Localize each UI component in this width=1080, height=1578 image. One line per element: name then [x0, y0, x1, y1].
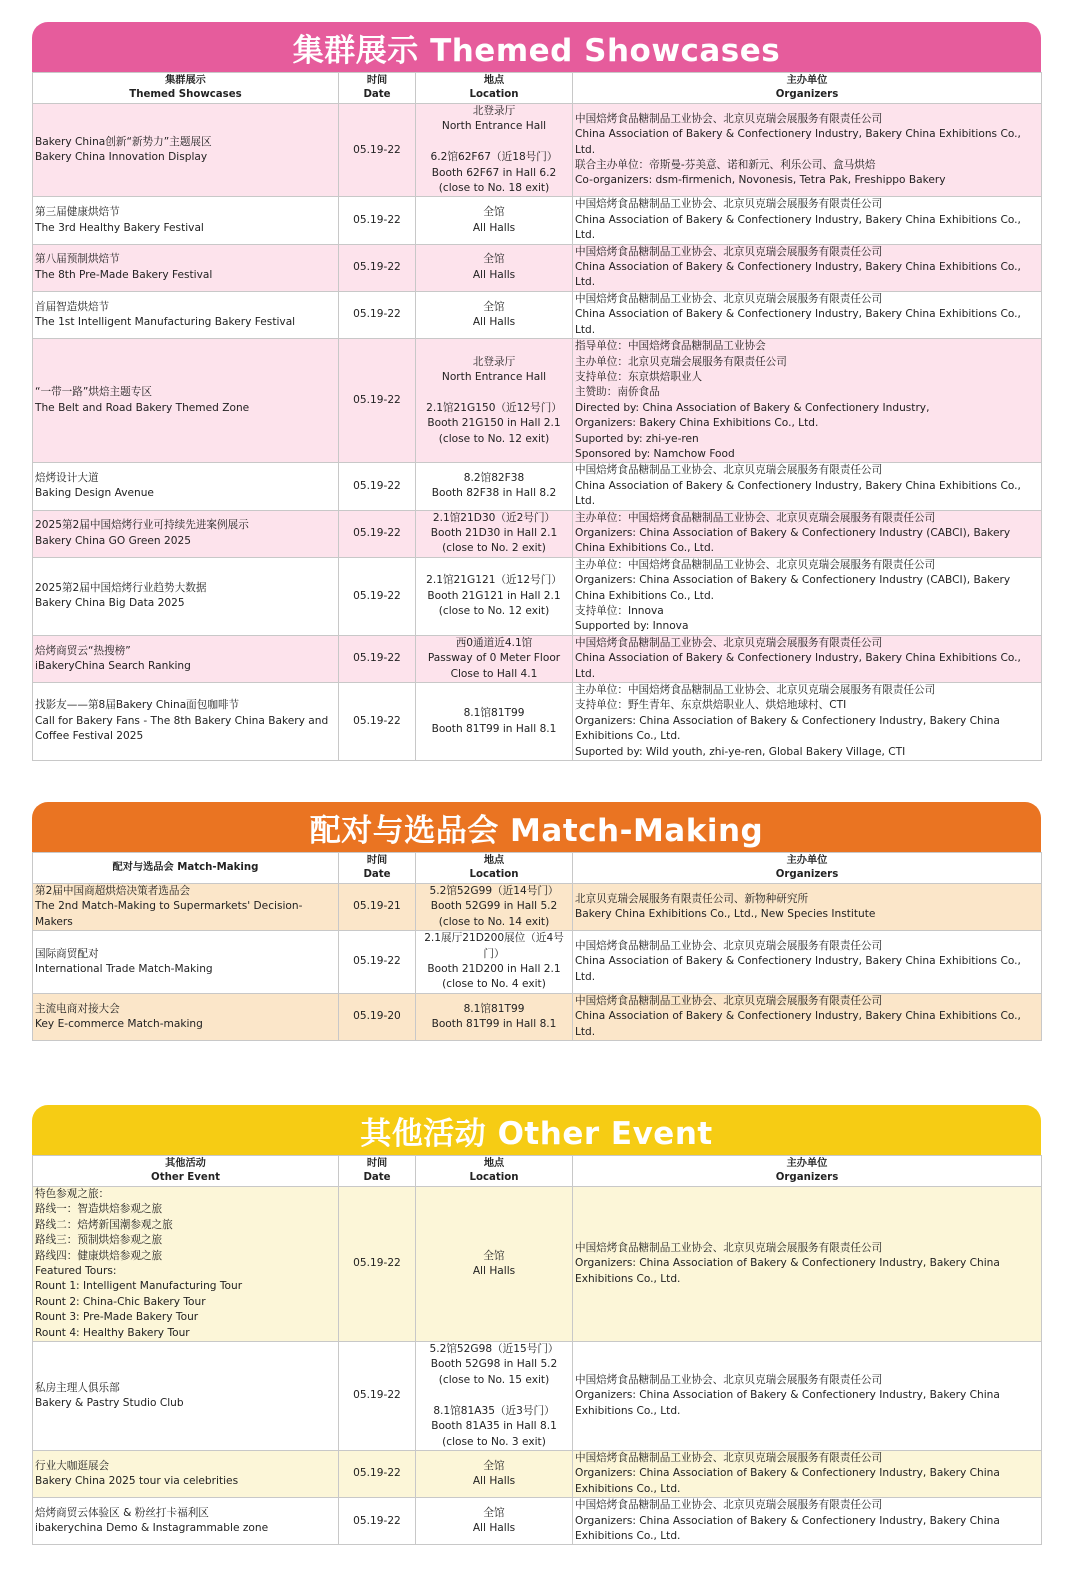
header-name-cn: 配对与选品会 Match-Making [112, 862, 259, 873]
event-name-cell: 焙烤商贸云“热搜榜” iBakeryChina Search Ranking [33, 635, 339, 682]
event-organizers-cell: 指导单位：中国焙烤食品糖制品工业协会 主办单位：北京贝克瑞会展服务有限责任公司 支持单位：东京烘焙职业人 主赞助：南侨食品 Directed by: China Association of Bakery & Confectionery Industry, Organizers: Bakery China Exhibitions Co., Ltd. Suported by: zhi-ye-ren Sponsored by: Namchow Food [573, 339, 1042, 463]
match-making-section [32, 802, 1041, 1041]
event-organizers-cell: 中国焙烤食品糖制品工业协会、北京贝克瑞会展服务有限责任公司 Organizers: China Association of Bakery & Confectionery Industry, Bakery China Exhibitions Co., Ltd. [573, 1450, 1042, 1497]
event-location-cell: 北登录厅 North Entrance Hall 6.2馆62F67（近18号门） Booth 62F67 in Hall 6.2 (close to No. 18 exit) [416, 104, 573, 197]
event-name-cell: “一带一路”烘焙主题专区 The Belt and Road Bakery Themed Zone [33, 339, 339, 463]
table-row [33, 557, 1042, 635]
section-banner: 集群展示 Themed Showcases [32, 22, 1041, 72]
event-organizers-cell: 中国焙烤食品糖制品工业协会、北京贝克瑞会展服务有限责任公司 China Association of Bakery & Confectionery Industry, Bakery China Exhibitions Co., Ltd. [573, 931, 1042, 994]
event-organizers-cell: 中国焙烤食品糖制品工业协会、北京贝克瑞会展服务有限责任公司 China Association of Bakery & Confectionery Industry, Bakery China Exhibitions Co., Ltd. [573, 635, 1042, 682]
event-organizers-cell: 中国焙烤食品糖制品工业协会、北京贝克瑞会展服务有限责任公司 China Association of Bakery & Confectionery Industry, Bakery China Exhibitions Co., Ltd. [573, 993, 1042, 1040]
header-date [339, 1156, 416, 1187]
header-name [33, 1156, 339, 1187]
table-row [33, 291, 1042, 338]
event-date-cell: 05.19-22 [339, 244, 416, 291]
event-date-cell: 05.19-22 [339, 683, 416, 761]
event-organizers-cell: 主办单位：中国焙烤食品糖制品工业协会、北京贝克瑞会展服务有限责任公司 Organizers: China Association of Bakery & Confectionery Industry (CABCI), Bakery China Exhibitions Co., Ltd. 支持单位：Innova Supported by: Innova [573, 557, 1042, 635]
event-date-cell: 05.19-22 [339, 463, 416, 510]
event-organizers-cell: 中国焙烤食品糖制品工业协会、北京贝克瑞会展服务有限责任公司 China Association of Bakery & Confectionery Industry, Bakery China Exhibitions Co., Ltd. 联合主办单位：帝斯曼-芬美意、诺和新元、利乐公司、盒马烘焙 Co-organizers: dsm-firmenich, Novonesis, Tetra Pak, Freshippo Bakery [573, 104, 1042, 197]
event-location-cell: 全馆 All Halls [416, 1187, 573, 1342]
table-row [33, 931, 1042, 994]
event-location-cell: 2.1馆21D30（近2号门） Booth 21D30 in Hall 2.1 (close to No. 2 exit) [416, 510, 573, 557]
header-loc-cn: 地点 [483, 75, 505, 86]
header-organizers [573, 73, 1042, 104]
header-org-en: Organizers [775, 89, 839, 100]
table-row [33, 1498, 1042, 1545]
event-date-cell: 05.19-22 [339, 1187, 416, 1342]
section-banner: 其他活动 Other Event [32, 1105, 1041, 1155]
event-name-cell: 第三届健康烘焙节 The 3rd Healthy Bakery Festival [33, 197, 339, 244]
event-organizers-cell: 主办单位：中国焙烤食品糖制品工业协会、北京贝克瑞会展服务有限责任公司 Organizers: China Association of Bakery & Confectionery Industry (CABCI), Bakery China Exhibitions Co., Ltd. [573, 510, 1042, 557]
event-location-cell: 8.1馆81T99 Booth 81T99 in Hall 8.1 [416, 993, 573, 1040]
table-row [33, 1450, 1042, 1497]
header-loc-cn: 地点 [483, 1158, 505, 1169]
event-organizers-cell: 中国焙烤食品糖制品工业协会、北京贝克瑞会展服务有限责任公司 China Association of Bakery & Confectionery Industry, Bakery China Exhibitions Co., Ltd. [573, 463, 1042, 510]
header-org-cn: 主办单位 [786, 855, 828, 866]
header-name [33, 73, 339, 104]
header-org-en: Organizers [775, 1172, 839, 1183]
header-organizers [573, 1156, 1042, 1187]
header-org-en: Organizers [775, 869, 839, 880]
header-name [33, 853, 339, 884]
header-date-en: Date [363, 89, 391, 100]
table-row [33, 104, 1042, 197]
header-loc-en: Location [469, 1172, 519, 1183]
event-name-cell: 行业大咖逛展会 Bakery China 2025 tour via celebrities [33, 1450, 339, 1497]
other-event-table [32, 1155, 1042, 1545]
event-date-cell: 05.19-22 [339, 1450, 416, 1497]
event-date-cell: 05.19-22 [339, 104, 416, 197]
event-location-cell: 北登录厅 North Entrance Hall 2.1馆21G150（近12号门） Booth 21G150 in Hall 2.1 (close to No. 12 exit) [416, 339, 573, 463]
event-date-cell: 05.19-22 [339, 1498, 416, 1545]
header-name-cn: 集群展示 [165, 75, 206, 86]
event-date-cell: 05.19-22 [339, 197, 416, 244]
header-date [339, 73, 416, 104]
event-name-cell: 2025第2届中国焙烤行业趋势大数据 Bakery China Big Data 2025 [33, 557, 339, 635]
table-row [33, 884, 1042, 931]
event-name-cell: 2025第2届中国焙烤行业可持续先进案例展示 Bakery China GO Green 2025 [33, 510, 339, 557]
event-name-cell: 私房主理人俱乐部 Bakery & Pastry Studio Club [33, 1342, 339, 1451]
table-header-row [33, 1156, 1042, 1187]
section-banner: 配对与选品会 Match-Making [32, 802, 1041, 852]
event-organizers-cell: 中国焙烤食品糖制品工业协会、北京贝克瑞会展服务有限责任公司 China Association of Bakery & Confectionery Industry, Bakery China Exhibitions Co., Ltd. [573, 291, 1042, 338]
event-date-cell: 05.19-22 [339, 635, 416, 682]
event-date-cell: 05.19-22 [339, 931, 416, 994]
event-location-cell: 8.2馆82F38 Booth 82F38 in Hall 8.2 [416, 463, 573, 510]
event-name-cell: 找影友——第8届Bakery China面包咖啡节 Call for Bakery Fans - The 8th Bakery China Bakery and Coffee Festival 2025 [33, 683, 339, 761]
header-date-cn: 时间 [366, 855, 388, 866]
event-location-cell: 全馆 All Halls [416, 291, 573, 338]
header-org-cn: 主办单位 [786, 1158, 828, 1169]
event-location-cell: 2.1展厅21D200展位（近4号门） Booth 21D200 in Hall 2.1 (close to No. 4 exit) [416, 931, 573, 994]
table-header-row [33, 853, 1042, 884]
header-loc-cn: 地点 [483, 855, 505, 866]
event-organizers-cell: 中国焙烤食品糖制品工业协会、北京贝克瑞会展服务有限责任公司 Organizers: China Association of Bakery & Confectionery Industry, Bakery China Exhibitions Co., Ltd. [573, 1342, 1042, 1451]
event-location-cell: 全馆 All Halls [416, 244, 573, 291]
header-date-cn: 时间 [366, 75, 388, 86]
header-date-en: Date [363, 869, 391, 880]
event-name-cell: Bakery China创新“新势力”主题展区 Bakery China Innovation Display [33, 104, 339, 197]
header-org-cn: 主办单位 [786, 75, 828, 86]
header-date-en: Date [363, 1172, 391, 1183]
event-location-cell: 全馆 All Halls [416, 197, 573, 244]
event-organizers-cell: 北京贝克瑞会展服务有限责任公司、新物种研究所 Bakery China Exhibitions Co., Ltd., New Species Institute [573, 884, 1042, 931]
event-location-cell: 全馆 All Halls [416, 1450, 573, 1497]
event-organizers-cell: 中国焙烤食品糖制品工业协会、北京贝克瑞会展服务有限责任公司 China Association of Bakery & Confectionery Industry, Bakery China Exhibitions Co., Ltd. [573, 197, 1042, 244]
table-row [33, 635, 1042, 682]
table-row [33, 197, 1042, 244]
event-location-cell: 2.1馆21G121（近12号门） Booth 21G121 in Hall 2.1 (close to No. 12 exit) [416, 557, 573, 635]
event-name-cell: 首届智造烘焙节 The 1st Intelligent Manufacturing Bakery Festival [33, 291, 339, 338]
event-date-cell: 05.19-20 [339, 993, 416, 1040]
header-date [339, 853, 416, 884]
event-date-cell: 05.19-22 [339, 557, 416, 635]
event-name-cell: 焙烤商贸云体验区 & 粉丝打卡福利区 ibakerychina Demo & Instagrammable zone [33, 1498, 339, 1545]
header-loc-en: Location [469, 869, 519, 880]
event-organizers-cell: 中国焙烤食品糖制品工业协会、北京贝克瑞会展服务有限责任公司 China Association of Bakery & Confectionery Industry, Bakery China Exhibitions Co., Ltd. [573, 244, 1042, 291]
header-organizers [573, 853, 1042, 884]
table-row [33, 683, 1042, 761]
event-date-cell: 05.19-22 [339, 1342, 416, 1451]
themed-showcases-table [32, 72, 1042, 761]
event-location-cell: 全馆 All Halls [416, 1498, 573, 1545]
header-location [416, 1156, 573, 1187]
event-organizers-cell: 中国焙烤食品糖制品工业协会、北京贝克瑞会展服务有限责任公司 Organizers: China Association of Bakery & Confectionery Industry, Bakery China Exhibitions Co., Ltd. [573, 1187, 1042, 1342]
table-header-row [33, 73, 1042, 104]
table-row [33, 1342, 1042, 1451]
event-location-cell: 5.2馆52G98（近15号门） Booth 52G98 in Hall 5.2 (close to No. 15 exit) 8.1馆81A35（近3号门） Booth 81A35 in Hall 8.1 (close to No. 3 exit) [416, 1342, 573, 1451]
event-name-cell: 第八届预制烘焙节 The 8th Pre-Made Bakery Festival [33, 244, 339, 291]
event-location-cell: 西0通道近4.1馆 Passway of 0 Meter Floor Close to Hall 4.1 [416, 635, 573, 682]
header-name-en: Themed Showcases [129, 89, 242, 100]
event-name-cell: 特色参观之旅： 路线一：智造烘焙参观之旅 路线二：焙烤新国潮参观之旅 路线三：预制烘焙参观之旅 路线四：健康烘焙参观之旅 Featured Tours: Rount 1: Intelligent Manufacturing Tour Rount 2: China-Chic Bakery Tour Rount 3: Pre-Made Bakery Tour Rount 4: Healthy Bakery Tour [33, 1187, 339, 1342]
event-organizers-cell: 中国焙烤食品糖制品工业协会、北京贝克瑞会展服务有限责任公司 Organizers: China Association of Bakery & Confectionery Industry, Bakery China Exhibitions Co., Ltd. [573, 1498, 1042, 1545]
header-name-cn: 其他活动 [165, 1158, 206, 1169]
table-row [33, 339, 1042, 463]
header-date-cn: 时间 [366, 1158, 388, 1169]
event-location-cell: 8.1馆81T99 Booth 81T99 in Hall 8.1 [416, 683, 573, 761]
table-row [33, 510, 1042, 557]
header-location [416, 853, 573, 884]
match-making-table [32, 852, 1042, 1041]
event-organizers-cell: 主办单位：中国焙烤食品糖制品工业协会、北京贝克瑞会展服务有限责任公司 支持单位：野生青年、东京烘焙职业人、烘焙地球村、CTI Organizers: China Association of Bakery & Confectionery Industry, Bakery China Exhibitions Co., Ltd. Suported by: Wild youth, zhi-ye-ren, Global Bakery Village, CTI [573, 683, 1042, 761]
event-name-cell: 国际商贸配对 International Trade Match-Making [33, 931, 339, 994]
event-date-cell: 05.19-22 [339, 339, 416, 463]
header-name-en: Other Event [151, 1172, 220, 1183]
header-location [416, 73, 573, 104]
event-location-cell: 5.2馆52G99（近14号门） Booth 52G99 in Hall 5.2 (close to No. 14 exit) [416, 884, 573, 931]
event-date-cell: 05.19-22 [339, 291, 416, 338]
table-row [33, 993, 1042, 1040]
table-row [33, 1187, 1042, 1342]
event-date-cell: 05.19-22 [339, 510, 416, 557]
event-name-cell: 第2届中国商超烘焙决策者选品会 The 2nd Match-Making to Supermarkets' Decision-Makers [33, 884, 339, 931]
event-name-cell: 主流电商对接大会 Key E-commerce Match-making [33, 993, 339, 1040]
other-event-section [32, 1105, 1041, 1545]
table-row [33, 463, 1042, 510]
event-date-cell: 05.19-21 [339, 884, 416, 931]
header-loc-en: Location [469, 89, 519, 100]
event-name-cell: 焙烤设计大道 Baking Design Avenue [33, 463, 339, 510]
table-row [33, 244, 1042, 291]
themed-showcases-section [32, 22, 1041, 761]
